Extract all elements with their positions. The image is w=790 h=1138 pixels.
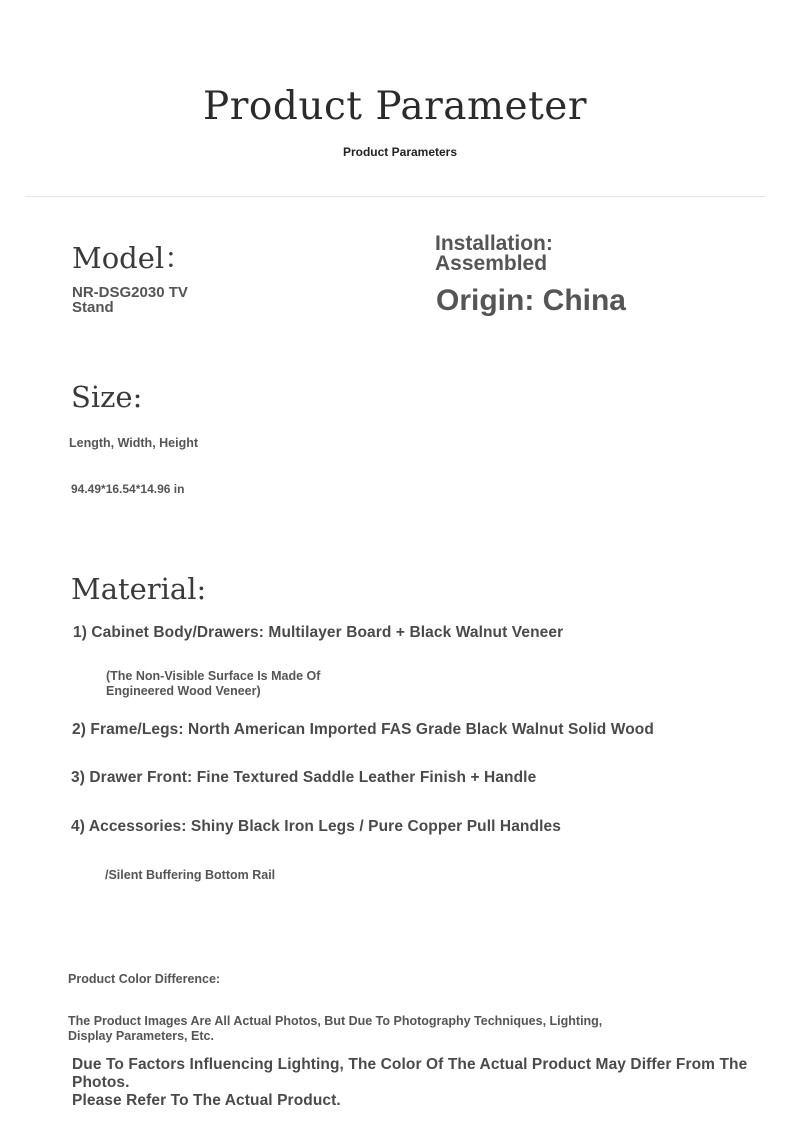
color-difference-notice (72, 1056, 787, 1110)
material-item-1-note-line2: Engineered Wood Veneer) (106, 684, 261, 698)
material-item-3: 3) Drawer Front: Fine Textured Saddle Leather Finish + Handle (71, 769, 537, 786)
installation-info (435, 234, 553, 274)
model-value-line2: Stand (72, 298, 114, 316)
installation-line2: Assembled (435, 252, 548, 275)
model-value-line1: NR-DSG2030 TV (72, 284, 188, 301)
color-difference-text-line1: The Product Images Are All Actual Photos, But Due To Photography Techniques, Lighting, (68, 1014, 603, 1028)
material-item-4: 4) Accessories: Shiny Black Iron Legs / Pure Copper Pull Handles (71, 818, 561, 835)
header-divider (25, 196, 765, 197)
material-item-4-note: /Silent Buffering Bottom Rail (105, 868, 276, 882)
color-difference-label: Product Color Difference: (68, 972, 221, 986)
color-difference-notice-line1: Due To Factors Influencing Lighting, The Color Of The Actual Product May Differ From The Photos. (72, 1056, 748, 1091)
page-subtitle: Product Parameters (342, 145, 458, 159)
color-difference-text (68, 1014, 668, 1044)
color-difference-text-line2: Display Parameters, Etc. (68, 1029, 214, 1043)
material-item-1-note-line1: (The Non-Visible Surface Is Made Of (106, 669, 321, 683)
size-dimensions-label: Length, Width, Height (69, 436, 199, 450)
size-label: Size: (71, 380, 143, 414)
size-dimensions-value: 94.49*16.54*14.96 in (71, 482, 185, 496)
color-difference-notice-line2: Please Refer To The Actual Product. (72, 1092, 341, 1109)
model-value (72, 286, 188, 315)
material-item-1-note (106, 669, 320, 699)
material-label: Material: (71, 572, 207, 606)
material-item-1: 1) Cabinet Body/Drawers: Multilayer Board + Black Walnut Veneer (73, 624, 564, 641)
installation-line1: Installation: (435, 232, 553, 255)
model-label: Model： (72, 241, 194, 275)
origin-info: Origin: China (436, 284, 626, 317)
page-title: Product Parameter (203, 84, 587, 129)
material-item-2: 2) Frame/Legs: North American Imported FAS Grade Black Walnut Solid Wood (72, 721, 654, 738)
